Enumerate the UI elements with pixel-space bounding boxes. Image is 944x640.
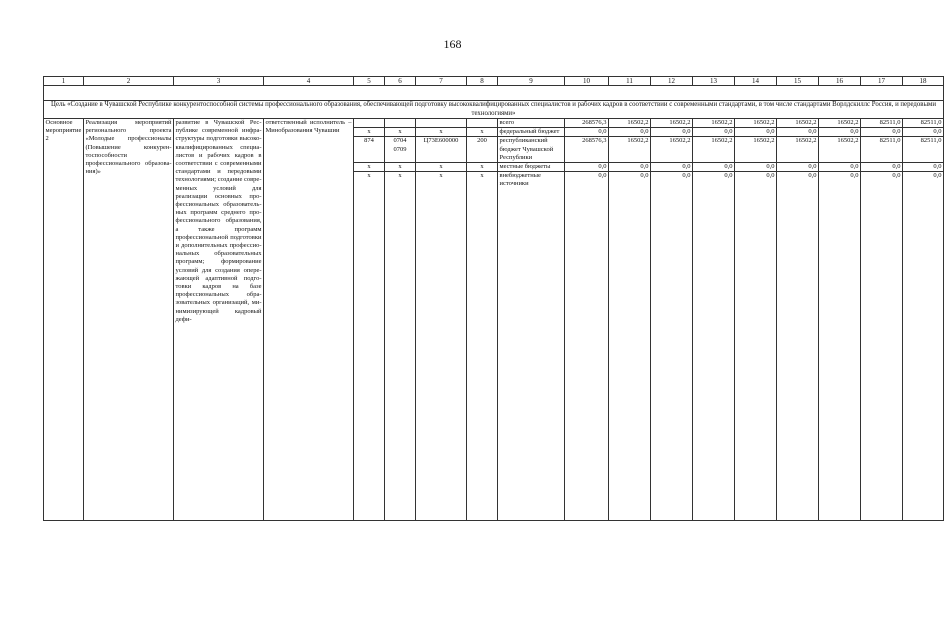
value-cell: 82511,0 [903,119,944,128]
value-cell: 16502,2 [735,137,777,163]
value-cell: 0,0 [693,128,735,137]
goal-row [44,101,944,119]
grbs-cell: х [354,172,385,521]
column-number: 7 [416,77,467,86]
column-number: 3 [174,77,264,86]
value-cell: 0,0 [693,172,735,521]
column-number: 15 [777,77,819,86]
section-cell: 0704 0709 [385,137,416,163]
program-table [43,76,944,521]
value-cell: 16502,2 [819,119,861,128]
value-cell: 0,0 [819,128,861,137]
grbs-cell: 874 [354,137,385,163]
target-article-cell [416,119,467,128]
column-number-row [44,77,944,86]
grbs-cell: х [354,128,385,137]
funding-source-cell: внебюджетные источники [498,172,565,521]
column-number: 4 [264,77,354,86]
column-number: 14 [735,77,777,86]
value-cell: 82511,0 [861,137,903,163]
target-article-cell: Ц73Е600000 [416,137,467,163]
value-cell: 0,0 [861,172,903,521]
target-article-cell: х [416,128,467,137]
grbs-cell [354,119,385,128]
value-cell: 16502,2 [651,119,693,128]
expense-group-cell: 200 [467,137,498,163]
page-number: 168 [443,37,462,51]
value-cell: 0,0 [861,128,903,137]
section-cell: х [385,128,416,137]
value-cell: 268576,3 [565,137,609,163]
value-cell: 0,0 [903,172,944,521]
value-cell: 0,0 [903,163,944,172]
value-cell: 82511,0 [903,137,944,163]
value-cell: 16502,2 [819,137,861,163]
value-cell: 0,0 [609,163,651,172]
column-number: 1 [44,77,84,86]
target-article-cell: х [416,172,467,521]
value-cell: 0,0 [777,128,819,137]
value-cell: 16502,2 [651,137,693,163]
value-cell: 0,0 [565,163,609,172]
section-cell: х [385,163,416,172]
value-cell: 0,0 [609,172,651,521]
column-number: 13 [693,77,735,86]
column-number: 9 [498,77,565,86]
funding-source-cell: всего [498,119,565,128]
value-cell: 0,0 [651,172,693,521]
value-cell: 0,0 [565,172,609,521]
value-cell: 0,0 [609,128,651,137]
value-cell: 0,0 [565,128,609,137]
expense-group-cell: х [467,172,498,521]
column-number: 17 [861,77,903,86]
value-cell: 0,0 [693,163,735,172]
value-cell: 16502,2 [609,119,651,128]
value-cell: 268576,3 [565,119,609,128]
value-cell: 16502,2 [609,137,651,163]
value-cell: 0,0 [735,172,777,521]
column-number: 12 [651,77,693,86]
value-cell: 16502,2 [777,137,819,163]
value-cell: 0,0 [777,163,819,172]
column-number: 6 [385,77,416,86]
value-cell: 0,0 [819,172,861,521]
funding-source-cell: местные бюджеты [498,163,565,172]
section-cell [385,119,416,128]
value-cell: 0,0 [651,128,693,137]
column-number: 16 [819,77,861,86]
value-cell: 82511,0 [861,119,903,128]
goal-heading: Цель «Создание в Чувашской Республике конкурентоспособной системы профессионального образования, обеспечивающей подготовку высококвалифицированных специалистов и рабочих кадров в соответствии с современными стандартами, в том числе стандартами Ворлдскиллс Россия, и передовыми технологиями» [44,101,944,119]
column-number: 2 [84,77,174,86]
value-cell: 16502,2 [693,137,735,163]
value-cell: 16502,2 [777,119,819,128]
funding-source-cell: федеральный бюджет [498,128,565,137]
section-cell: х [385,172,416,521]
grbs-cell: х [354,163,385,172]
value-cell: 0,0 [735,128,777,137]
expense-group-cell: х [467,128,498,137]
event-name-cell: Реализация мероприятий регионального проекта «Молодые профессионалы (Повышение конкурентоспособности профессионального образования)» [84,119,174,521]
value-cell: 16502,2 [693,119,735,128]
expense-group-cell: х [467,163,498,172]
value-cell: 0,0 [819,163,861,172]
value-cell: 0,0 [777,172,819,521]
executor-cell: ответственный исполнитель – Минобразования Чувашии [264,119,354,521]
event-description-cell: развитие в Чувашской Республике современной инфраструктуры подготовки высококвалифицированных специалистов и рабочих кадров в соответствии с современными стандартами и передовыми технологиями; создание современных условий для реализации основных профессиональных образовательных программ среднего профессионального образования, а также программ профессиональной подготовки и дополнительных профессиональных образовательных программ; формирование условий для создания опережающей адаптивной подготовки кадров на базе профессиональных образовательных организаций, минимизирующей кадровый дефи- [174,119,264,521]
funding-source-cell: республиканский бюджет Чувашской Республики [498,137,565,163]
column-number: 11 [609,77,651,86]
value-cell: 0,0 [651,163,693,172]
value-cell: 0,0 [861,163,903,172]
spacer-row [44,86,944,101]
column-number: 18 [903,77,944,86]
column-number: 8 [467,77,498,86]
value-cell: 0,0 [903,128,944,137]
expense-group-cell [467,119,498,128]
value-cell: 16502,2 [735,119,777,128]
target-article-cell: х [416,163,467,172]
column-number: 5 [354,77,385,86]
table-row [44,119,944,128]
event-number-cell: Основное мероприятие 2 [44,119,84,521]
value-cell: 0,0 [735,163,777,172]
column-number: 10 [565,77,609,86]
